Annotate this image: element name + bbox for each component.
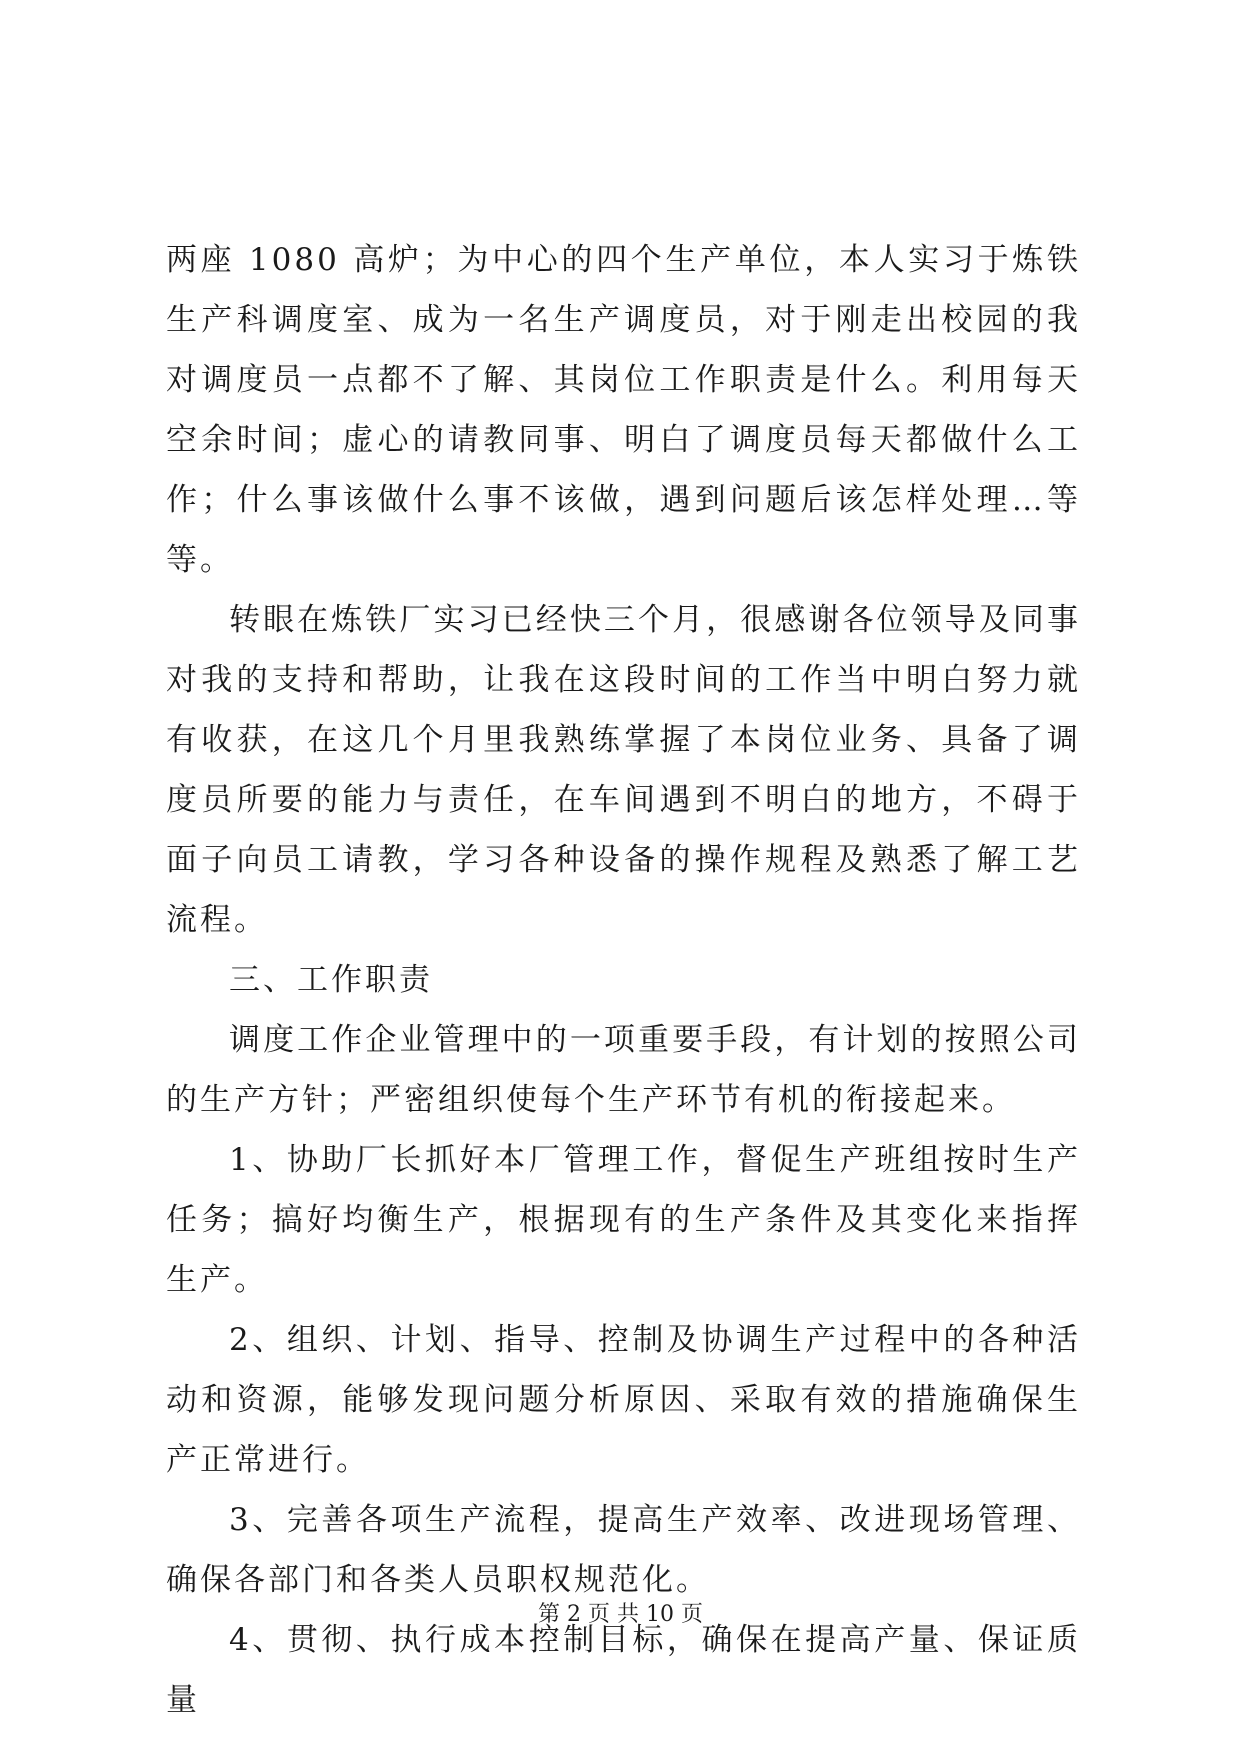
list-item-duty-3: 3、完善各项生产流程，提高生产效率、改进现场管理、确保各部门和各类人员职权规范化。 [166,1502,1081,1598]
page-footer: 第 2 页 共 10 页 [538,1602,703,1627]
body-text [166,230,1081,1730]
paragraph-internship-summary: 转眼在炼铁厂实习已经快三个月，很感谢各位领导及同事对我的支持和帮助，让我在这段时间的工作当中明白努力就有收获，在这几个月里我熟练掌握了本岗位业务、具备了调度员所要的能力与责任，在车间遇到不明白的地方，不碍于面子向员工请教，学习各种设备的操作规程及熟悉了解工艺流程。 [166,602,1081,938]
paragraph-dispatch-overview: 调度工作企业管理中的一项重要手段，有计划的按照公司的生产方针；严密组织使每个生产环节有机的衔接起来。 [166,1022,1081,1118]
paragraph-continuation: 两座 1080 高炉；为中心的四个生产单位，本人实习于炼铁生产科调度室、成为一名生产调度员，对于刚走出校园的我对调度员一点都不了解、其岗位工作职责是什么。利用每天空余时间；虚心的请教同事、明白了调度员每天都做什么工作；什么事该做什么事不该做，遇到问题后该怎样处理…等等。 [166,242,1081,578]
list-item-duty-4: 4、贯彻、执行成本控制目标，确保在提高产量、保证质量 [166,1622,1081,1718]
section-heading-job-duties: 三、工作职责 [229,962,433,998]
list-item-duty-2: 2、组织、计划、指导、控制及协调生产过程中的各种活动和资源，能够发现问题分析原因、采取有效的措施确保生产正常进行。 [166,1322,1081,1478]
list-item-duty-1: 1、协助厂长抓好本厂管理工作，督促生产班组按时生产任务；搞好均衡生产，根据现有的生产条件及其变化来指挥生产。 [166,1142,1081,1298]
